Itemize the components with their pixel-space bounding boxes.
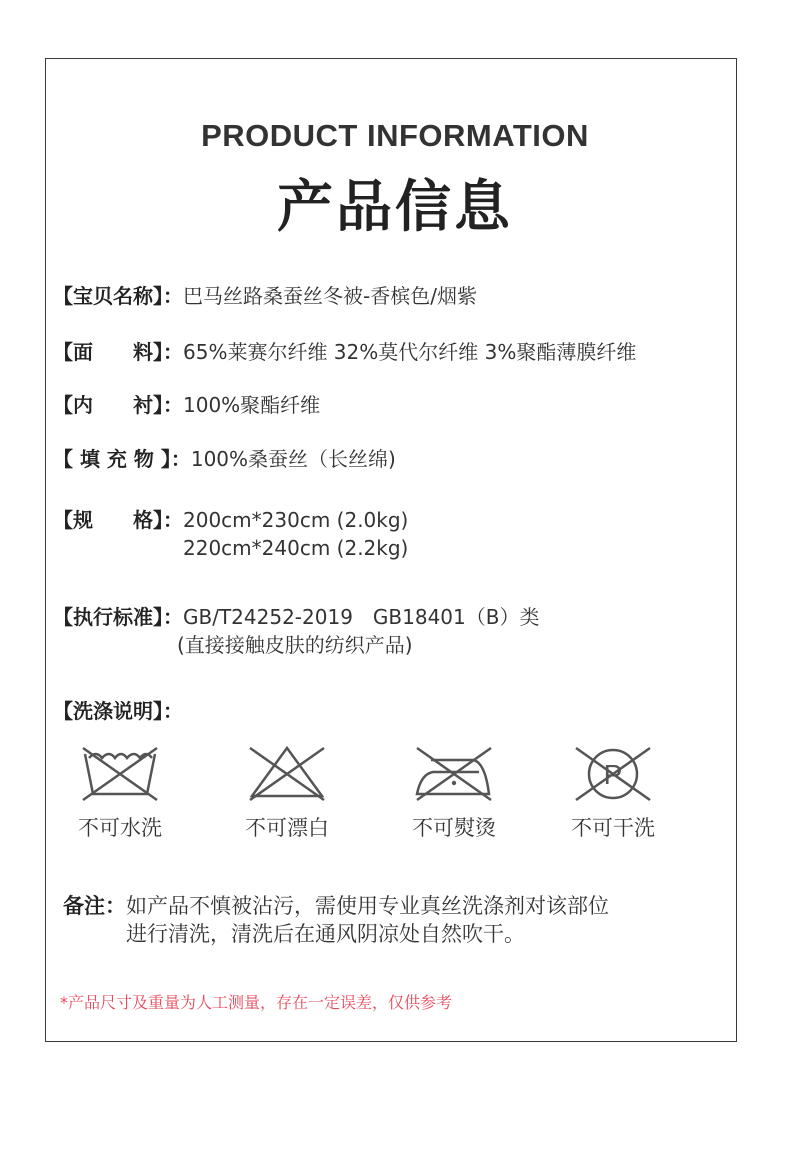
dry-clean-symbol: P	[603, 759, 623, 790]
spec-label: 【洗涤说明】：	[53, 699, 183, 723]
spec-row-filling	[53, 445, 396, 473]
spec-value-line: 220cm*240cm (2.2kg)	[183, 536, 409, 560]
note-text	[126, 892, 609, 948]
spec-row-standard	[53, 603, 539, 659]
spec-label: 【规 格】：	[53, 508, 183, 532]
spec-value-line: (直接接触皮肤的纺织产品)	[177, 633, 413, 657]
note-line: 如产品不慎被沾污，需使用专业真丝洗涤剂对该部位	[126, 894, 609, 918]
care-item-no-iron	[389, 742, 519, 842]
spec-row-name	[53, 282, 477, 310]
spec-value-line: 100%聚酯纤维	[183, 393, 321, 417]
no-dry-clean-icon	[568, 742, 658, 806]
spec-row-fabric	[53, 338, 636, 366]
no-bleach-icon	[242, 742, 332, 806]
care-item-no-wash	[55, 742, 185, 842]
spec-value-line: 100%桑蚕丝（长丝绵)	[190, 447, 396, 471]
spec-label: 【 填 充 物 】：	[53, 447, 191, 471]
spec-value-line: 65%莱赛尔纤维 32%莫代尔纤维 3%聚酯薄膜纤维	[183, 340, 637, 364]
spec-value	[183, 506, 408, 562]
note	[63, 892, 609, 948]
spec-value-line: 200cm*230cm (2.0kg)	[183, 508, 409, 532]
disclaimer: *产品尺寸及重量为人工测量，存在一定误差，仅供参考	[60, 993, 453, 1012]
spec-value	[177, 603, 540, 659]
spec-row-washing	[53, 697, 183, 725]
no-iron-icon	[409, 742, 499, 806]
spec-row-lining	[53, 391, 320, 419]
care-label: 不可熨烫	[412, 816, 496, 840]
care-label: 不可干洗	[571, 816, 655, 840]
care-label: 不可漂白	[245, 816, 329, 840]
spec-value	[183, 338, 636, 366]
spec-label: 【面 料】：	[53, 340, 183, 364]
care-item-no-bleach	[222, 742, 352, 842]
no-wash-icon	[75, 742, 165, 806]
spec-value-line: GB/T24252-2019 GB18401（B）类	[183, 605, 540, 629]
spec-label: 【宝贝名称】：	[53, 284, 183, 308]
care-label: 不可水洗	[78, 816, 162, 840]
spec-row-size	[53, 506, 408, 562]
title-english: PRODUCT INFORMATION	[201, 118, 589, 153]
spec-label: 【执行标准】：	[53, 605, 183, 629]
spec-value	[183, 282, 477, 310]
spec-value	[191, 445, 396, 473]
spec-label: 【内 衬】：	[53, 393, 183, 417]
title-chinese: 产品信息	[277, 175, 513, 240]
note-line: 进行清洗，清洗后在通风阴凉处自然吹干。	[126, 922, 525, 946]
spec-value-line: 巴马丝路桑蚕丝冬被-香槟色/烟紫	[183, 284, 477, 308]
spec-value	[183, 391, 320, 419]
care-item-no-dry-clean	[548, 742, 678, 842]
note-label: 备注：	[63, 894, 126, 918]
